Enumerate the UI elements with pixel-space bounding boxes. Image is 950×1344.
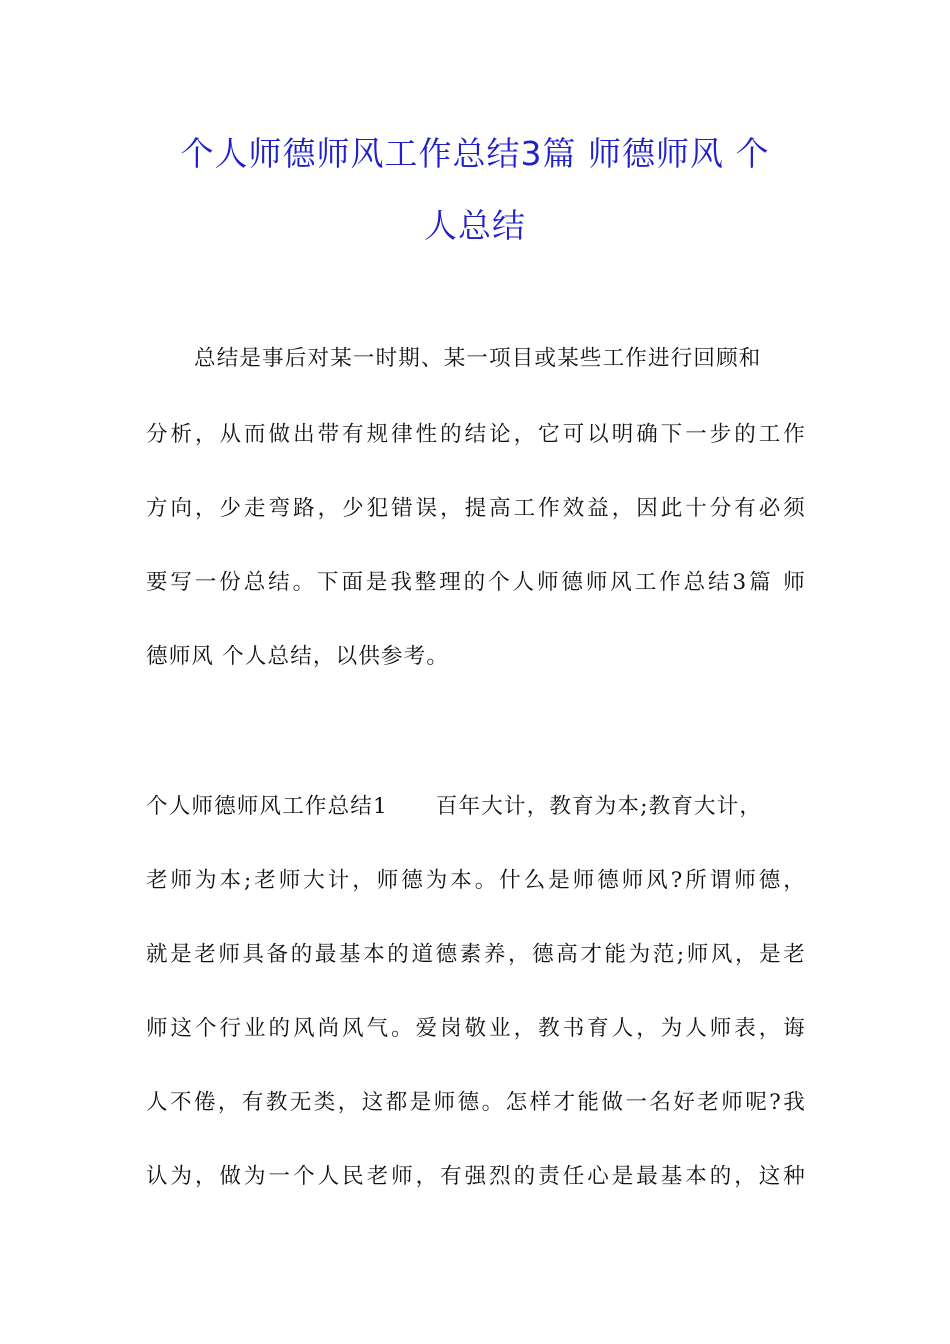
section-1-heading: 个人师德师风工作总结1 — [146, 794, 388, 819]
title-line-2: 人总结 — [424, 206, 526, 245]
intro-line-5: 德师风 个人总结，以供参考。 — [146, 644, 450, 669]
section-1-line-2: 老师为本;老师大计，师德为本。什么是师德师风?所谓师德， — [146, 868, 806, 893]
document-title — [140, 118, 810, 262]
section-1-line-4: 师这个行业的风尚风气。爱岗敬业，教书育人，为人师表，诲 — [146, 1016, 806, 1041]
section-1-line-6: 认为，做为一个人民老师，有强烈的责任心是最基本的，这种 — [146, 1164, 806, 1189]
section-1-line-5: 人不倦，有教无类，这都是师德。怎样才能做一名好老师呢?我 — [146, 1090, 806, 1115]
section-1-line-1: 百年大计，教育为本;教育大计， — [435, 794, 763, 819]
section-1-line-3: 就是老师具备的最基本的道德素养，德高才能为范;师风，是老 — [146, 942, 806, 967]
intro-line-3: 方向，少走弯路，少犯错误，提高工作效益，因此十分有必须 — [146, 496, 806, 521]
title-line-1: 个人师德师风工作总结3篇 师德师风 个 — [180, 134, 770, 173]
intro-line-2: 分析，从而做出带有规律性的结论，它可以明确下一步的工作 — [146, 422, 806, 447]
intro-line-4: 要写一份总结。下面是我整理的个人师德师风工作总结3篇 师 — [146, 570, 806, 595]
section-1-first-line — [146, 792, 806, 822]
intro-line-1: 总结是事后对某一时期、某一项目或某些工作进行回顾和 — [194, 346, 762, 371]
